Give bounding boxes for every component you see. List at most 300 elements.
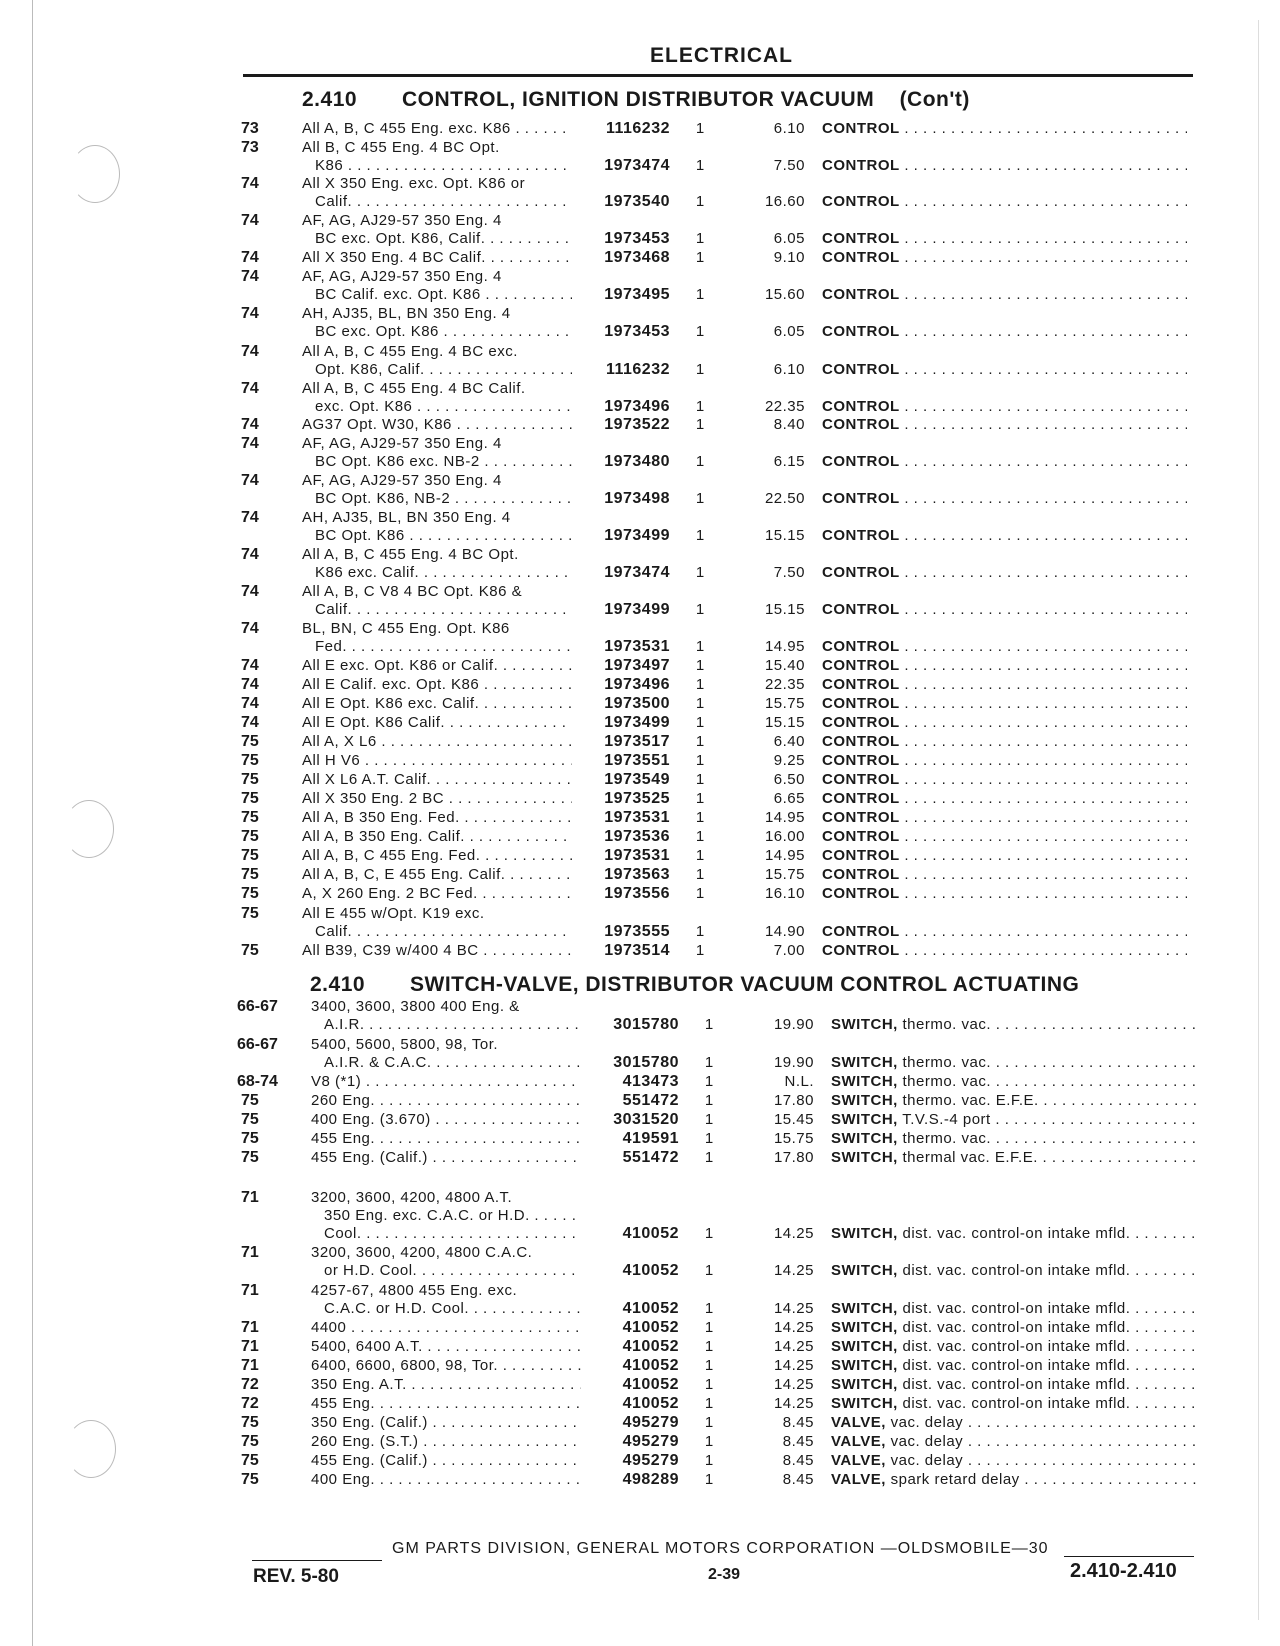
description-line: 350 Eng. exc. C.A.C. or H.D. . . . [311,1207,581,1225]
description-line: Calif. . . . [302,193,572,211]
part-name-word: CONTROL [822,249,900,266]
part-number: 1973522 [604,416,670,433]
part-name-detail [904,885,1187,902]
quantity: 1 [704,1016,714,1033]
model-year: 75 [241,1433,259,1450]
quantity: 1 [695,120,705,137]
model-year: 75 [241,771,259,788]
list-price: 17.80 [773,1092,814,1109]
part-name-word: SWITCH, [831,1395,898,1412]
part-name [831,1073,1196,1091]
part-name [822,695,1187,713]
part-name-word: CONTROL [822,828,900,845]
part-name-word: CONTROL [822,120,900,137]
part-name-word: SWITCH, [831,1357,898,1374]
description-line: All E exc. Opt. K86 or Calif. . . . [302,657,572,675]
application-description [311,1189,581,1243]
part-name [831,1452,1196,1470]
model-year: 75 [241,790,259,807]
description-line: AH, AJ35, BL, BN 350 Eng. 4 [302,305,511,322]
application-description [311,1414,581,1432]
quantity: 1 [695,527,705,544]
part-name [831,1395,1196,1413]
part-name-detail: spark retard delay . . . [891,1471,1196,1488]
list-price: 14.95 [764,638,805,655]
part-name [831,1111,1196,1129]
quantity: 1 [695,453,705,470]
list-price: 14.25 [773,1338,814,1355]
description-line: 260 Eng. (S.T.) . . . [311,1433,581,1451]
application-description [302,866,572,884]
application-description [302,752,572,770]
part-name-word: CONTROL [822,733,900,750]
description-line: Calif. . . . [302,601,572,619]
part-name-detail: thermo. vac. E.F.E. . . . [903,1092,1197,1109]
description-line: 5400, 5600, 5800, 98, Tor. [311,1036,499,1053]
model-year: 71 [241,1244,259,1261]
part-number: 551472 [622,1092,679,1109]
part-name [822,828,1187,846]
list-price: 15.15 [764,601,805,618]
model-year: 74 [241,175,259,192]
quantity: 1 [695,733,705,750]
heading-title: CONTROL, IGNITION DISTRIBUTOR VACUUM [402,88,875,111]
quantity: 1 [704,1111,714,1128]
list-price: N.L. [784,1073,814,1090]
part-name [822,733,1187,751]
list-price: 6.40 [773,733,805,750]
part-name-word: CONTROL [822,676,900,693]
part-number: 1973496 [604,676,670,693]
part-name-detail: dist. vac. control-on intake mfld. . . . . [903,1225,1197,1242]
part-name-detail [904,695,1187,712]
binder-hole [64,800,114,858]
application-description [311,1338,581,1356]
description-line: All B, C 455 Eng. 4 BC Opt. [302,139,500,156]
model-year: 74 [241,714,259,731]
part-name-word: CONTROL [822,157,900,174]
quantity: 1 [695,809,705,826]
part-number: 1973514 [604,942,670,959]
model-year: 73 [241,139,259,156]
part-name [822,323,1187,341]
list-price: 6.15 [773,453,805,470]
part-name-word: SWITCH, [831,1338,898,1355]
application-description [302,120,572,138]
list-price: 16.00 [764,828,805,845]
description-line: All X 350 Eng. 4 BC Calif. . . . [302,249,572,267]
part-name [822,676,1187,694]
part-name-detail: thermo. vac. . . . [903,1073,1197,1090]
part-name-word: CONTROL [822,398,900,415]
part-number: 1973563 [604,866,670,883]
application-description [311,1130,581,1148]
application-description [302,905,572,941]
part-name-word: SWITCH, [831,1376,898,1393]
description-line: K86 . . . [302,157,572,175]
description-line: 455 Eng. (Calif.) . . . [311,1452,581,1470]
list-price: 16.10 [764,885,805,902]
quantity: 1 [704,1073,714,1090]
quantity: 1 [695,601,705,618]
quantity: 1 [704,1225,714,1242]
part-name-word: CONTROL [822,942,900,959]
quantity: 1 [695,828,705,845]
quantity: 1 [695,657,705,674]
part-name-word: CONTROL [822,695,900,712]
model-year: 75 [241,1414,259,1431]
application-description [302,305,572,341]
part-name-detail: dist. vac. control-on intake mfld. . . . . [903,1357,1197,1374]
part-name [822,527,1187,545]
model-year: 75 [241,752,259,769]
part-number: 1973499 [604,601,670,618]
part-number: 410052 [622,1338,679,1355]
part-name-word: SWITCH, [831,1016,898,1033]
part-name [831,1149,1196,1167]
description-line: All E Calif. exc. Opt. K86 . . . [302,676,572,694]
list-price: 9.25 [773,752,805,769]
quantity: 1 [704,1376,714,1393]
list-price: 15.40 [764,657,805,674]
quantity: 1 [704,1319,714,1336]
part-name-word: CONTROL [822,193,900,210]
part-number: 1973495 [604,286,670,303]
quantity: 1 [704,1395,714,1412]
part-name-detail: dist. vac. control-on intake mfld. . . . . [903,1395,1197,1412]
model-year: 72 [241,1395,259,1412]
part-number: 1973517 [604,733,670,750]
description-line: 350 Eng. (Calif.) . . . [311,1414,581,1432]
list-price: 8.45 [782,1452,814,1469]
model-year: 74 [241,472,259,489]
list-price: 14.95 [764,847,805,864]
part-name-word: VALVE, [831,1452,886,1469]
application-description [302,714,572,732]
part-name-detail [904,416,1187,433]
part-number: 1973474 [604,157,670,174]
part-name [822,771,1187,789]
description-line: AG37 Opt. W30, K86 . . . [302,416,572,434]
model-year: 74 [241,212,259,229]
description-line: 350 Eng. A.T. . . . [311,1376,581,1394]
application-description [302,343,572,379]
quantity: 1 [695,885,705,902]
part-name [822,866,1187,884]
footer-publisher: GM PARTS DIVISION, GENERAL MOTORS CORPORATION —OLDSMOBILE—30 [392,1540,1049,1557]
part-name-word: CONTROL [822,866,900,883]
description-line: exc. Opt. K86 . . . [302,398,572,416]
part-name-word: SWITCH, [831,1262,898,1279]
model-year: 74 [241,509,259,526]
application-description [311,1395,581,1413]
part-name-word: CONTROL [822,416,900,433]
description-line: AF, AG, AJ29-57 350 Eng. 4 [302,212,502,229]
part-name-word: CONTROL [822,790,900,807]
list-price: 22.50 [764,490,805,507]
part-number: 1973499 [604,714,670,731]
list-price: 6.05 [773,323,805,340]
part-name-word: CONTROL [822,923,900,940]
part-name-detail: vac. delay . . . [891,1414,1196,1431]
model-year: 73 [241,120,259,137]
heading-control [302,88,970,112]
application-description [311,1357,581,1375]
part-number: 1973498 [604,490,670,507]
model-year: 74 [241,268,259,285]
description-line: 5400, 6400 A.T. . . . [311,1338,581,1356]
application-description [302,790,572,808]
part-number: 1973531 [604,638,670,655]
application-description [302,435,572,471]
quantity: 1 [695,323,705,340]
description-line: 400 Eng. . . . [311,1471,581,1489]
quantity: 1 [704,1054,714,1071]
description-line: Opt. K86, Calif. . . . [302,361,572,379]
list-price: 15.15 [764,714,805,731]
footer-rule-left [252,1560,382,1561]
part-number: 1973531 [604,847,670,864]
model-year: 68-74 [237,1073,278,1090]
part-number: 1973555 [604,923,670,940]
part-number: 410052 [622,1262,679,1279]
description-line: 3200, 3600, 4200, 4800 C.A.C. [311,1244,533,1261]
list-price: 19.90 [773,1054,814,1071]
part-name [831,1092,1196,1110]
part-name-word: SWITCH, [831,1054,898,1071]
application-description [302,733,572,751]
part-number: 410052 [622,1319,679,1336]
description-line: 455 Eng. . . . [311,1395,581,1413]
list-price: 14.95 [764,809,805,826]
quantity: 1 [695,564,705,581]
list-price: 17.80 [773,1149,814,1166]
description-line: All B39, C39 w/400 4 BC . . . [302,942,572,960]
quantity: 1 [695,695,705,712]
quantity: 1 [695,638,705,655]
part-name-detail [904,828,1187,845]
description-line: AF, AG, AJ29-57 350 Eng. 4 [302,268,502,285]
description-line: Calif. . . . [302,923,572,941]
application-description [311,1111,581,1129]
description-line: BC Opt. K86 . . . [302,527,572,545]
part-name-word: CONTROL [822,601,900,618]
quantity: 1 [695,230,705,247]
list-price: 7.50 [773,564,805,581]
part-name-word: SWITCH, [831,1111,898,1128]
part-number: 1116232 [605,361,670,378]
list-price: 9.10 [773,249,805,266]
description-line: BL, BN, C 455 Eng. Opt. K86 [302,620,510,637]
part-number: 1116232 [605,120,670,137]
application-description [302,583,572,619]
model-year: 74 [241,695,259,712]
model-year: 71 [241,1357,259,1374]
part-name [822,157,1187,175]
part-name-detail [904,157,1187,174]
part-name [831,1376,1196,1394]
part-name-word: CONTROL [822,453,900,470]
list-price: 6.10 [773,361,805,378]
part-number: 410052 [622,1300,679,1317]
quantity: 1 [695,942,705,959]
part-name-detail [904,923,1187,940]
list-price: 6.05 [773,230,805,247]
part-name-word: CONTROL [822,638,900,655]
application-description [302,771,572,789]
part-name-detail: dist. vac. control-on intake mfld. . . . . [903,1300,1197,1317]
part-name-detail [904,398,1187,415]
part-name [822,752,1187,770]
application-description [302,212,572,248]
part-name [822,885,1187,903]
part-number: 410052 [622,1225,679,1242]
part-number: 495279 [622,1414,679,1431]
part-name-word: SWITCH, [831,1300,898,1317]
part-name-detail [904,714,1187,731]
list-price: 15.60 [764,286,805,303]
part-name-word: CONTROL [822,809,900,826]
description-line: All E Opt. K86 exc. Calif. . . . [302,695,572,713]
part-number: 1973500 [604,695,670,712]
part-name [831,1338,1196,1356]
part-name-detail: T.V.S.-4 port . . . [902,1111,1196,1128]
list-price: 16.60 [764,193,805,210]
part-name [831,1130,1196,1148]
application-description [302,809,572,827]
quantity: 1 [695,286,705,303]
description-line: All E 455 w/Opt. K19 exc. [302,905,485,922]
part-number: 3015780 [613,1016,679,1033]
part-name [822,230,1187,248]
description-line: All A, B, C 455 Eng. exc. K86 . . . [302,120,572,138]
application-description [302,175,572,211]
part-name-detail [904,230,1187,247]
application-description [302,472,572,508]
list-price: 8.45 [782,1414,814,1431]
part-name-word: VALVE, [831,1414,886,1431]
list-price: 14.25 [773,1319,814,1336]
part-number: 1973556 [604,885,670,902]
model-year: 75 [241,1111,259,1128]
list-price: 14.25 [773,1262,814,1279]
list-price: 14.25 [773,1376,814,1393]
application-description [311,998,581,1034]
footer-rule-right [1064,1556,1194,1557]
heading-switch-valve [310,973,1079,997]
application-description [302,249,572,267]
part-name-detail [904,847,1187,864]
part-name-detail [904,527,1187,544]
part-name [831,1319,1196,1337]
part-name-word: SWITCH, [831,1149,898,1166]
part-number: 3031520 [613,1111,679,1128]
application-description [311,1452,581,1470]
part-number: 1973525 [604,790,670,807]
part-name-detail [904,193,1187,210]
application-description [302,416,572,434]
quantity: 1 [695,866,705,883]
part-name [822,601,1187,619]
application-description [302,828,572,846]
part-number: 1973499 [604,527,670,544]
quantity: 1 [704,1130,714,1147]
part-name-word: CONTROL [822,490,900,507]
part-name-word: CONTROL [822,527,900,544]
part-name-word: SWITCH, [831,1073,898,1090]
description-line: BC Calif. exc. Opt. K86 . . . [302,286,572,304]
part-number: 1973497 [604,657,670,674]
quantity: 1 [695,361,705,378]
part-name-detail: dist. vac. control-on intake mfld. . . . . [903,1338,1197,1355]
part-name-detail [904,249,1187,266]
part-name-detail [904,361,1187,378]
list-price: 14.25 [773,1357,814,1374]
quantity: 1 [695,416,705,433]
heading-suffix: (Con't) [899,88,970,111]
part-name [822,416,1187,434]
part-name-detail: vac. delay . . . [891,1433,1196,1450]
description-line: AH, AJ35, BL, BN 350 Eng. 4 [302,509,511,526]
page-edge [32,0,33,1646]
model-year: 74 [241,305,259,322]
description-line: 4257-67, 4800 455 Eng. exc. [311,1282,518,1299]
part-name [822,249,1187,267]
part-name [822,809,1187,827]
description-line: A.I.R. . . . [311,1016,581,1034]
quantity: 1 [704,1262,714,1279]
list-price: 6.10 [773,120,805,137]
part-number: 410052 [622,1376,679,1393]
description-line: BC exc. Opt. K86 . . . [302,323,572,341]
part-name-word: VALVE, [831,1433,886,1450]
part-name-detail [904,490,1187,507]
part-name [831,1433,1196,1451]
model-year: 71 [241,1189,259,1206]
part-name-detail: dist. vac. control-on intake mfld. . . . . [903,1262,1197,1279]
model-year: 74 [241,657,259,674]
description-line: 455 Eng. (Calif.) . . . [311,1149,581,1167]
description-line: All E Opt. K86 Calif. . . . [302,714,572,732]
model-year: 74 [241,620,259,637]
part-number: 419591 [622,1130,679,1147]
model-year: 71 [241,1338,259,1355]
quantity: 1 [704,1414,714,1431]
header-rule [243,74,1193,77]
model-year: 75 [241,1130,259,1147]
part-number: 1973453 [604,323,670,340]
description-line: C.A.C. or H.D. Cool. . . . [311,1300,581,1318]
model-year: 75 [241,1149,259,1166]
part-name-word: SWITCH, [831,1092,898,1109]
part-name-word: CONTROL [822,714,900,731]
part-name-detail [904,752,1187,769]
part-number: 3015780 [613,1054,679,1071]
part-number: 551472 [622,1149,679,1166]
list-price: 15.75 [764,695,805,712]
heading-title: SWITCH-VALVE, DISTRIBUTOR VACUUM CONTROL ACTUATING [410,973,1080,996]
model-year: 75 [241,942,259,959]
application-description [311,1319,581,1337]
description-line: All X 350 Eng. 2 BC . . . [302,790,572,808]
quantity: 1 [704,1471,714,1488]
part-name [831,1300,1196,1318]
part-name-detail [904,453,1187,470]
list-price: 8.45 [782,1471,814,1488]
part-name-detail [904,942,1187,959]
description-line: 3200, 3600, 4200, 4800 A.T. [311,1189,513,1206]
part-number: 1973496 [604,398,670,415]
